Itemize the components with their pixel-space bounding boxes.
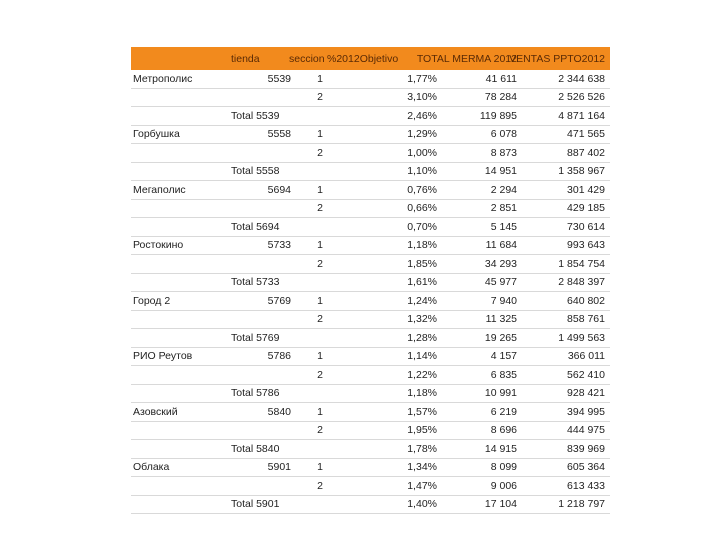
merma-value: 11 684 bbox=[485, 239, 517, 252]
total-label: Total 5786 bbox=[231, 387, 280, 400]
merma-value: 2 294 bbox=[490, 183, 517, 196]
table-row bbox=[131, 477, 610, 496]
merma-value: 8 873 bbox=[490, 146, 517, 159]
seccion-value: 2 bbox=[317, 202, 323, 215]
objetivo-value: 1,14% bbox=[407, 350, 437, 363]
total-ventas: 1 499 563 bbox=[558, 331, 605, 344]
table-row bbox=[131, 422, 610, 441]
merma-value: 34 293 bbox=[484, 257, 517, 270]
total-merma: 45 977 bbox=[484, 276, 517, 289]
store-name: РИО Реутов bbox=[133, 350, 193, 363]
merma-value: 78 284 bbox=[484, 91, 517, 104]
store-name: Ростокино bbox=[133, 239, 184, 252]
tienda-code: 5901 bbox=[267, 461, 291, 474]
table-row bbox=[131, 70, 610, 89]
total-label: Total 5840 bbox=[231, 442, 280, 455]
store-name: Горбушка bbox=[133, 128, 180, 141]
total-row bbox=[131, 218, 610, 237]
table-row bbox=[131, 459, 610, 478]
ventas-value: 605 364 bbox=[567, 461, 605, 474]
total-row bbox=[131, 163, 610, 182]
header-merma: TOTAL MERMA 2012 bbox=[416, 52, 517, 65]
merma-value: 6 219 bbox=[490, 405, 517, 418]
total-row bbox=[131, 496, 610, 515]
table-row bbox=[131, 181, 610, 200]
header-tienda: tienda bbox=[231, 52, 260, 65]
ventas-value: 993 643 bbox=[567, 239, 605, 252]
total-merma: 17 104 bbox=[484, 498, 517, 511]
merma-value: 11 325 bbox=[485, 313, 517, 326]
ventas-value: 887 402 bbox=[567, 146, 605, 159]
total-label: Total 5694 bbox=[231, 220, 280, 233]
tienda-code: 5786 bbox=[267, 350, 291, 363]
ventas-value: 471 565 bbox=[567, 128, 605, 141]
ventas-value: 613 433 bbox=[567, 479, 605, 492]
header-seccion: seccion bbox=[289, 52, 325, 65]
total-row bbox=[131, 440, 610, 459]
header-ventas: VENTAS PPTO2012 bbox=[509, 52, 605, 65]
total-ventas: 1 358 967 bbox=[558, 165, 605, 178]
ventas-value: 444 975 bbox=[567, 424, 605, 437]
header-objetivo: %2012Objetivo bbox=[327, 52, 399, 65]
total-label: Total 5901 bbox=[231, 498, 280, 511]
objetivo-value: 1,34% bbox=[407, 461, 437, 474]
objetivo-value: 1,77% bbox=[407, 72, 437, 85]
table-row bbox=[131, 348, 610, 367]
seccion-value: 2 bbox=[317, 368, 323, 381]
store-name: Облака bbox=[133, 461, 170, 474]
merma-value: 2 851 bbox=[490, 202, 517, 215]
merma-value: 8 099 bbox=[490, 461, 517, 474]
table-row bbox=[131, 200, 610, 219]
total-objetivo: 1,28% bbox=[407, 331, 437, 344]
merma-value: 41 611 bbox=[485, 72, 517, 85]
merma-value: 6 835 bbox=[490, 368, 517, 381]
spreadsheet-table bbox=[131, 47, 610, 514]
total-objetivo: 1,40% bbox=[407, 498, 437, 511]
table-body bbox=[131, 70, 610, 514]
total-objetivo: 1,78% bbox=[407, 442, 437, 455]
total-merma: 14 951 bbox=[484, 165, 517, 178]
tienda-code: 5733 bbox=[267, 239, 291, 252]
seccion-value: 2 bbox=[317, 313, 323, 326]
total-label: Total 5769 bbox=[231, 331, 280, 344]
total-objetivo: 1,18% bbox=[407, 387, 437, 400]
merma-value: 4 157 bbox=[490, 350, 517, 363]
table-row bbox=[131, 292, 610, 311]
tienda-code: 5539 bbox=[267, 72, 291, 85]
objetivo-value: 1,18% bbox=[407, 239, 437, 252]
objetivo-value: 0,66% bbox=[407, 202, 437, 215]
store-name: Мегаполис bbox=[133, 183, 186, 196]
merma-value: 6 078 bbox=[490, 128, 517, 141]
total-merma: 19 265 bbox=[484, 331, 517, 344]
header-row bbox=[131, 47, 610, 70]
total-row bbox=[131, 107, 610, 126]
objetivo-value: 1,57% bbox=[407, 405, 437, 418]
seccion-value: 1 bbox=[317, 72, 323, 85]
seccion-value: 2 bbox=[317, 146, 323, 159]
total-ventas: 839 969 bbox=[567, 442, 605, 455]
ventas-value: 1 854 754 bbox=[558, 257, 605, 270]
seccion-value: 1 bbox=[317, 405, 323, 418]
seccion-value: 1 bbox=[317, 183, 323, 196]
ventas-value: 429 185 bbox=[567, 202, 605, 215]
ventas-value: 2 526 526 bbox=[558, 91, 605, 104]
tienda-code: 5558 bbox=[267, 128, 291, 141]
seccion-value: 1 bbox=[317, 461, 323, 474]
total-objetivo: 2,46% bbox=[407, 109, 437, 122]
total-label: Total 5539 bbox=[231, 109, 280, 122]
seccion-value: 2 bbox=[317, 424, 323, 437]
total-ventas: 4 871 164 bbox=[558, 109, 605, 122]
total-ventas: 2 848 397 bbox=[558, 276, 605, 289]
total-objetivo: 1,61% bbox=[407, 276, 437, 289]
merma-value: 8 696 bbox=[490, 424, 517, 437]
seccion-value: 1 bbox=[317, 294, 323, 307]
store-name: Метрополис bbox=[133, 72, 193, 85]
table-row bbox=[131, 255, 610, 274]
total-ventas: 928 421 bbox=[567, 387, 605, 400]
ventas-value: 858 761 bbox=[567, 313, 605, 326]
objetivo-value: 0,76% bbox=[407, 183, 437, 196]
total-merma: 5 145 bbox=[490, 220, 517, 233]
ventas-value: 640 802 bbox=[567, 294, 605, 307]
table-row bbox=[131, 366, 610, 385]
seccion-value: 1 bbox=[317, 239, 323, 252]
objetivo-value: 1,29% bbox=[407, 128, 437, 141]
tienda-code: 5694 bbox=[267, 183, 291, 196]
objetivo-value: 1,24% bbox=[407, 294, 437, 307]
seccion-value: 1 bbox=[317, 128, 323, 141]
total-row bbox=[131, 274, 610, 293]
total-objetivo: 0,70% bbox=[407, 220, 437, 233]
table-row bbox=[131, 89, 610, 108]
total-row bbox=[131, 385, 610, 404]
store-name: Город 2 bbox=[133, 294, 171, 307]
ventas-value: 366 011 bbox=[567, 350, 605, 363]
total-ventas: 1 218 797 bbox=[558, 498, 605, 511]
objetivo-value: 1,85% bbox=[407, 257, 437, 270]
seccion-value: 1 bbox=[317, 350, 323, 363]
merma-value: 9 006 bbox=[490, 479, 517, 492]
seccion-value: 2 bbox=[317, 257, 323, 270]
ventas-value: 394 995 bbox=[567, 405, 605, 418]
objetivo-value: 1,95% bbox=[407, 424, 437, 437]
seccion-value: 2 bbox=[317, 91, 323, 104]
total-ventas: 730 614 bbox=[567, 220, 605, 233]
merma-value: 7 940 bbox=[490, 294, 517, 307]
table-row bbox=[131, 144, 610, 163]
total-label: Total 5558 bbox=[231, 165, 280, 178]
total-merma: 119 895 bbox=[479, 109, 517, 122]
total-objetivo: 1,10% bbox=[407, 165, 437, 178]
objetivo-value: 1,32% bbox=[407, 313, 437, 326]
total-row bbox=[131, 329, 610, 348]
objetivo-value: 1,22% bbox=[407, 368, 437, 381]
objetivo-value: 3,10% bbox=[407, 91, 437, 104]
ventas-value: 301 429 bbox=[567, 183, 605, 196]
tienda-code: 5769 bbox=[267, 294, 291, 307]
tienda-code: 5840 bbox=[267, 405, 291, 418]
total-merma: 14 915 bbox=[484, 442, 517, 455]
store-name: Азовский bbox=[133, 405, 178, 418]
objetivo-value: 1,47% bbox=[407, 479, 437, 492]
ventas-value: 562 410 bbox=[567, 368, 605, 381]
seccion-value: 2 bbox=[317, 479, 323, 492]
objetivo-value: 1,00% bbox=[407, 146, 437, 159]
table-row bbox=[131, 237, 610, 256]
ventas-value: 2 344 638 bbox=[558, 72, 605, 85]
total-label: Total 5733 bbox=[231, 276, 280, 289]
table-row bbox=[131, 403, 610, 422]
total-merma: 10 991 bbox=[484, 387, 517, 400]
table-row bbox=[131, 311, 610, 330]
table-row bbox=[131, 126, 610, 145]
